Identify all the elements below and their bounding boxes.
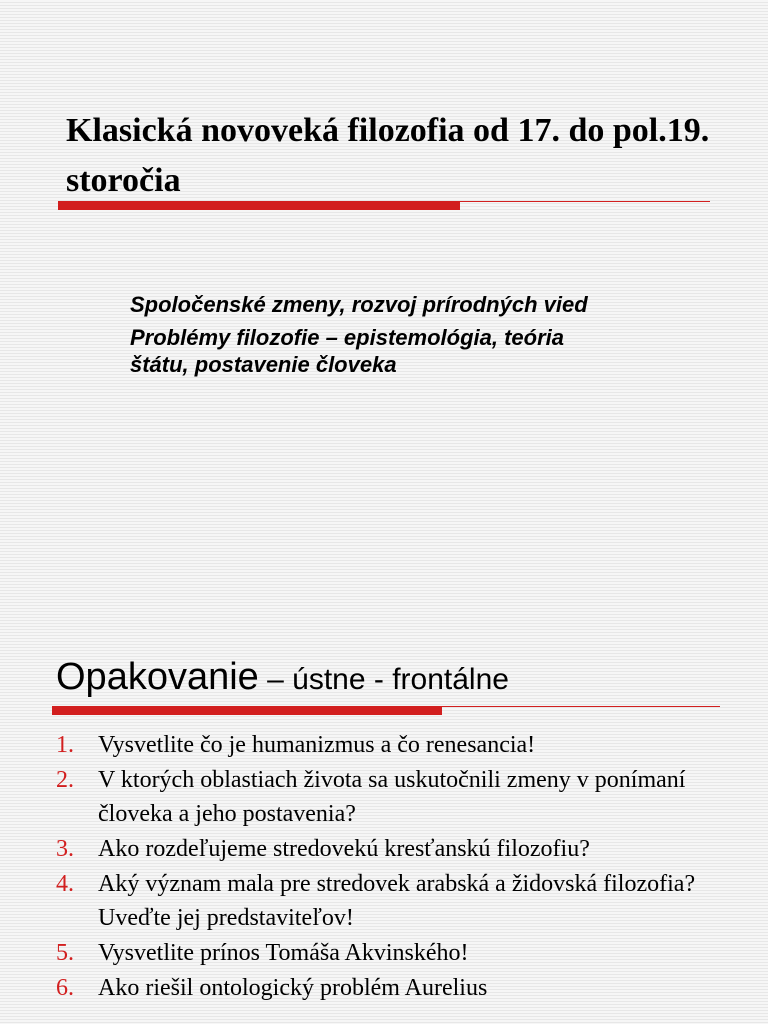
list-item-number: 3. xyxy=(56,836,74,862)
slide-2-title-main: Opakovanie xyxy=(56,656,259,698)
list-item-text: Vysvetlite čo je humanizmus a čo renesancia! xyxy=(98,732,536,758)
slide-2-title-rest: – ústne - frontálne xyxy=(258,663,509,696)
list-item xyxy=(0,971,768,1005)
list-item-text: Ako riešil ontologický problém Aurelius xyxy=(98,975,488,1001)
subtitle-line: Spoločenské zmeny, rozvoj prírodných vied xyxy=(130,292,588,317)
list-item-number: 2. xyxy=(56,767,74,793)
list-item-text: V ktorých oblastiach života sa uskutočnili zmeny v ponímaní človeka a jeho postavenia? xyxy=(98,767,686,827)
list-item-text: Aký význam mala pre stredovek arabská a židovská filozofia? Uveďte jej predstaviteľov! xyxy=(98,871,696,931)
list-item xyxy=(0,832,768,866)
list-item-number: 6. xyxy=(56,975,74,1001)
subtitle-line: Problémy filozofie – epistemológia, teória xyxy=(130,325,564,350)
list-item-number: 5. xyxy=(56,940,74,966)
list-item xyxy=(0,763,768,831)
list-item-number: 1. xyxy=(56,732,74,758)
title-underline-accent xyxy=(58,202,460,210)
slide-1-subtitle xyxy=(130,290,730,380)
list-item-text: Ako rozdeľujeme stredovekú kresťanskú filozofiu? xyxy=(98,836,590,862)
question-list xyxy=(0,728,768,1006)
list-item-number: 4. xyxy=(56,871,74,897)
title-underline-accent xyxy=(52,707,442,715)
slide-1-title: Klasická novoveká filozofia od 17. do pol.19. storočia xyxy=(66,112,710,199)
list-item xyxy=(0,867,768,935)
list-item xyxy=(0,728,768,762)
subtitle-line: štátu, postavenie človeka xyxy=(130,352,397,377)
list-item-text: Vysvetlite prínos Tomáša Akvinského! xyxy=(98,940,469,966)
slide-2-title xyxy=(56,654,509,703)
slide-2 xyxy=(0,610,768,1024)
list-item xyxy=(0,936,768,970)
